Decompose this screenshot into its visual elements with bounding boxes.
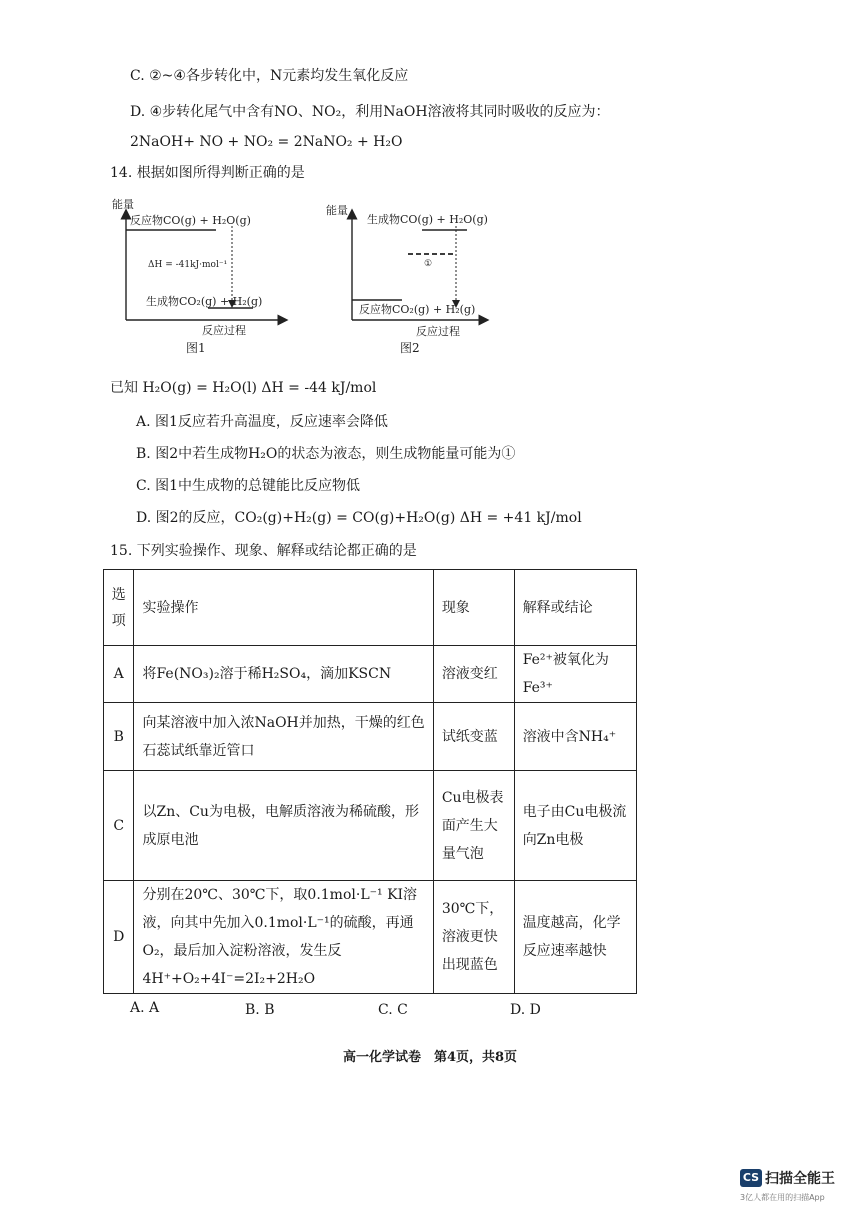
row-conclusion: 温度越高，化学反应速率越快 <box>514 881 636 994</box>
fig2-x-axis-label: 反应过程 <box>416 325 460 338</box>
scanner-watermark <box>740 1168 835 1202</box>
row-operation: 向某溶液中加入浓NaOH并加热，干燥的红色石蕊试纸靠近管口 <box>134 703 433 771</box>
row-operation: 将Fe(NO₃)₂溶于稀H₂SO₄，滴加KSCN <box>134 646 433 703</box>
q14-option-c: C. 图1中生成物的总键能比反应物低 <box>136 478 361 494</box>
row-phenomenon: 试纸变蓝 <box>433 703 514 771</box>
question-15-stem: 15. 下列实验操作、现象、解释或结论都正确的是 <box>110 543 417 559</box>
row-operation: 以Zn、Cu为电极，电解质溶液为稀硫酸，形成原电池 <box>134 771 433 881</box>
fig2-y-axis-label: 能量 <box>326 204 348 217</box>
cs-logo-icon: CS <box>740 1169 762 1187</box>
fig2-mark-1: ① <box>424 259 433 269</box>
fig1-x-axis-label: 反应过程 <box>202 324 246 337</box>
header-conclusion: 解释或结论 <box>514 570 636 646</box>
row-phenomenon: 溶液变红 <box>433 646 514 703</box>
q15-answer-b: B. B <box>245 1002 275 1018</box>
table-row <box>104 771 637 881</box>
row-key: D <box>104 881 134 994</box>
q15-answer-d: D. D <box>510 1002 541 1018</box>
q14-option-b: B. 图2中若生成物H₂O的状态为液态，则生成物能量可能为① <box>136 446 516 462</box>
fig1-caption: 图1 <box>186 341 206 355</box>
q14-option-d: D. 图2的反应，CO₂(g)+H₂(g) = CO(g)+H₂O(g) ΔH = +41 kJ/mol <box>136 510 582 526</box>
row-conclusion: Fe²⁺被氧化为Fe³⁺ <box>514 646 636 703</box>
row-conclusion: 电子由Cu电极流向Zn电极 <box>514 771 636 881</box>
question-14-stem: 14. 根据如图所得判断正确的是 <box>110 165 305 181</box>
q14-option-a: A. 图1反应若升高温度，反应速率会降低 <box>136 414 388 430</box>
row-phenomenon: Cu电极表面产生大量气泡 <box>433 771 514 881</box>
option-c-q13: C. ②~④各步转化中，N元素均发生氧化反应 <box>130 68 409 84</box>
scanner-name: 扫描全能王 <box>765 1171 835 1187</box>
q15-answer-c: C. C <box>378 1002 408 1018</box>
fig2-bottom-label: 反应物CO₂(g) + H₂(g) <box>359 303 476 316</box>
header-operation: 实验操作 <box>134 570 433 646</box>
page-footer: 高一化学试卷 第4页，共8页 <box>342 1050 518 1065</box>
scanner-tagline: 3亿人都在用的扫描App <box>740 1193 825 1202</box>
row-key: B <box>104 703 134 771</box>
energy-diagram-fig1 <box>108 192 298 362</box>
row-key: A <box>104 646 134 703</box>
fig1-bottom-label: 生成物CO₂(g) + H₂(g) <box>146 295 263 308</box>
fig1-y-axis-label: 能量 <box>112 198 134 211</box>
fig1-delta-h: ΔH = -41kJ·mol⁻¹ <box>148 260 228 270</box>
header-option: 选项 <box>104 570 134 646</box>
energy-diagram-fig2 <box>322 192 502 362</box>
row-conclusion: 溶液中含NH₄⁺ <box>514 703 636 771</box>
fig1-top-label: 反应物CO(g) + H₂O(g) <box>130 214 251 227</box>
known-equation: 已知 H₂O(g) = H₂O(l) ΔH = -44 kJ/mol <box>110 380 377 396</box>
fig2-caption: 图2 <box>400 341 420 355</box>
option-d-q13: D. ④步转化尾气中含有NO、NO₂，利用NaOH溶液将其同时吸收的反应为： <box>130 104 610 120</box>
table-row <box>104 703 637 771</box>
row-key: C <box>104 771 134 881</box>
q15-answer-a: A. A <box>130 1000 160 1016</box>
equation-q13: 2NaOH+ NO + NO₂ = 2NaNO₂ + H₂O <box>130 134 403 150</box>
fig2-top-label: 生成物CO(g) + H₂O(g) <box>367 213 488 226</box>
experiment-table <box>103 569 637 994</box>
header-phenomenon: 现象 <box>433 570 514 646</box>
row-phenomenon: 30℃下，溶液更快出现蓝色 <box>433 881 514 994</box>
table-row <box>104 646 637 703</box>
table-row <box>104 881 637 994</box>
table-header-row <box>104 570 637 646</box>
row-operation: 分别在20℃、30℃下，取0.1mol·L⁻¹ KI溶液，向其中先加入0.1mol·L⁻¹的硫酸，再通O₂，最后加入淀粉溶液，发生反4H⁺+O₂+4I⁻=2I₂+2H₂O <box>134 881 433 994</box>
